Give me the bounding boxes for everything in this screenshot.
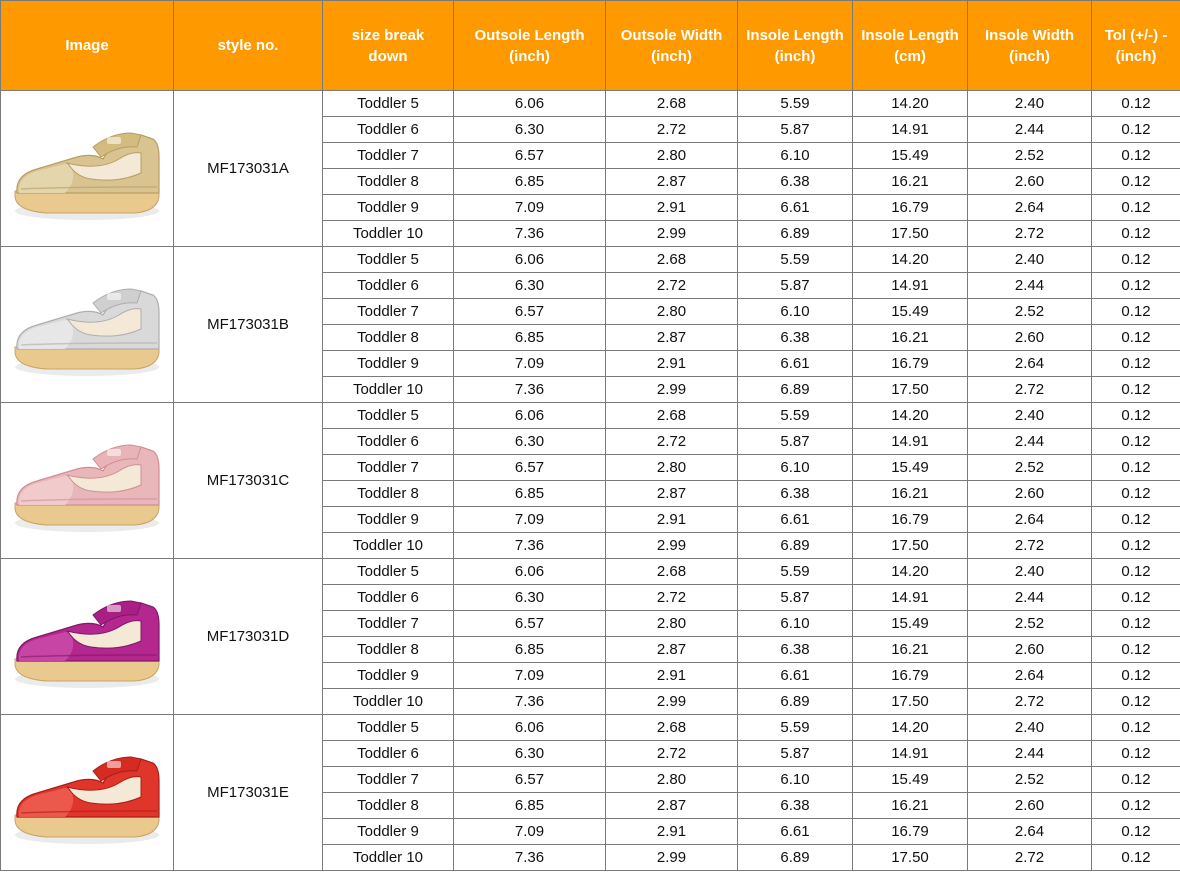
- outsole-width-cell: 2.99: [606, 377, 738, 403]
- outsole-width-cell: 2.68: [606, 403, 738, 429]
- outsole-width-cell: 2.91: [606, 819, 738, 845]
- insole-length-cm-cell: 16.21: [853, 325, 968, 351]
- outsole-width-cell: 2.68: [606, 559, 738, 585]
- insole-width-cell: 2.40: [968, 559, 1092, 585]
- tolerance-cell: 0.12: [1092, 403, 1180, 429]
- outsole-width-cell: 2.68: [606, 715, 738, 741]
- insole-length-inch-cell: 5.59: [738, 247, 853, 273]
- insole-length-inch-cell: 6.61: [738, 351, 853, 377]
- outsole-length-cell: 6.85: [454, 169, 606, 195]
- insole-length-cm-cell: 16.21: [853, 637, 968, 663]
- outsole-width-cell: 2.80: [606, 299, 738, 325]
- table-row: [1, 403, 1180, 429]
- tolerance-cell: 0.12: [1092, 585, 1180, 611]
- insole-length-cm-cell: 16.21: [853, 169, 968, 195]
- size-cell: Toddler 9: [323, 819, 454, 845]
- red-glitter-shoe-icon: [7, 737, 167, 849]
- insole-length-cm-cell: 17.50: [853, 845, 968, 871]
- outsole-width-cell: 2.87: [606, 793, 738, 819]
- outsole-length-cell: 7.09: [454, 663, 606, 689]
- insole-length-inch-cell: 6.38: [738, 169, 853, 195]
- insole-width-cell: 2.64: [968, 195, 1092, 221]
- outsole-length-cell: 7.09: [454, 819, 606, 845]
- insole-length-cm-cell: 15.49: [853, 299, 968, 325]
- insole-length-inch-cell: 6.38: [738, 637, 853, 663]
- insole-length-cm-cell: 14.20: [853, 91, 968, 117]
- tolerance-cell: 0.12: [1092, 377, 1180, 403]
- outsole-length-cell: 6.06: [454, 559, 606, 585]
- size-cell: Toddler 10: [323, 377, 454, 403]
- outsole-length-cell: 6.30: [454, 741, 606, 767]
- outsole-width-cell: 2.68: [606, 247, 738, 273]
- insole-length-cm-cell: 16.79: [853, 663, 968, 689]
- outsole-width-cell: 2.99: [606, 533, 738, 559]
- insole-length-inch-cell: 5.87: [738, 741, 853, 767]
- insole-length-inch-cell: 6.89: [738, 221, 853, 247]
- outsole-length-cell: 6.85: [454, 325, 606, 351]
- tolerance-cell: 0.12: [1092, 299, 1180, 325]
- insole-length-inch-cell: 6.10: [738, 767, 853, 793]
- insole-width-cell: 2.52: [968, 455, 1092, 481]
- product-image-cell: [1, 715, 174, 871]
- outsole-length-cell: 6.85: [454, 793, 606, 819]
- insole-width-cell: 2.52: [968, 299, 1092, 325]
- tolerance-cell: 0.12: [1092, 793, 1180, 819]
- insole-length-cm-cell: 14.20: [853, 715, 968, 741]
- purple-glitter-shoe-icon: [7, 581, 167, 693]
- header-insole-length-inch: Insole Length (inch): [738, 1, 853, 91]
- tolerance-cell: 0.12: [1092, 143, 1180, 169]
- size-cell: Toddler 7: [323, 455, 454, 481]
- insole-length-inch-cell: 5.59: [738, 715, 853, 741]
- insole-width-cell: 2.40: [968, 403, 1092, 429]
- outsole-length-cell: 7.09: [454, 507, 606, 533]
- size-cell: Toddler 5: [323, 403, 454, 429]
- tolerance-cell: 0.12: [1092, 611, 1180, 637]
- size-cell: Toddler 5: [323, 247, 454, 273]
- insole-length-cm-cell: 14.91: [853, 117, 968, 143]
- insole-length-inch-cell: 6.61: [738, 507, 853, 533]
- outsole-length-cell: 7.36: [454, 845, 606, 871]
- tolerance-cell: 0.12: [1092, 351, 1180, 377]
- insole-length-inch-cell: 6.10: [738, 611, 853, 637]
- size-cell: Toddler 6: [323, 429, 454, 455]
- insole-length-inch-cell: 5.87: [738, 429, 853, 455]
- insole-length-cm-cell: 16.79: [853, 195, 968, 221]
- outsole-width-cell: 2.72: [606, 429, 738, 455]
- tolerance-cell: 0.12: [1092, 767, 1180, 793]
- tolerance-cell: 0.12: [1092, 455, 1180, 481]
- insole-length-inch-cell: 5.87: [738, 273, 853, 299]
- header-row: [1, 1, 1180, 91]
- table-row: [1, 559, 1180, 585]
- tolerance-cell: 0.12: [1092, 559, 1180, 585]
- insole-length-inch-cell: 6.38: [738, 325, 853, 351]
- insole-length-inch-cell: 6.10: [738, 143, 853, 169]
- outsole-length-cell: 7.36: [454, 377, 606, 403]
- tolerance-cell: 0.12: [1092, 715, 1180, 741]
- tolerance-cell: 0.12: [1092, 273, 1180, 299]
- insole-width-cell: 2.72: [968, 845, 1092, 871]
- style-number-cell: MF173031C: [174, 403, 323, 559]
- header-insole-length-cm: Insole Length (cm): [853, 1, 968, 91]
- size-cell: Toddler 5: [323, 91, 454, 117]
- outsole-width-cell: 2.87: [606, 169, 738, 195]
- pink-glitter-shoe-icon: [7, 425, 167, 537]
- insole-length-cm-cell: 14.91: [853, 429, 968, 455]
- product-image-cell: [1, 91, 174, 247]
- outsole-length-cell: 6.06: [454, 403, 606, 429]
- tolerance-cell: 0.12: [1092, 533, 1180, 559]
- tolerance-cell: 0.12: [1092, 663, 1180, 689]
- size-cell: Toddler 8: [323, 169, 454, 195]
- size-cell: Toddler 9: [323, 507, 454, 533]
- outsole-length-cell: 6.85: [454, 481, 606, 507]
- size-cell: Toddler 10: [323, 533, 454, 559]
- insole-width-cell: 2.40: [968, 247, 1092, 273]
- outsole-length-cell: 6.06: [454, 247, 606, 273]
- insole-width-cell: 2.72: [968, 221, 1092, 247]
- outsole-width-cell: 2.99: [606, 221, 738, 247]
- insole-length-cm-cell: 14.91: [853, 585, 968, 611]
- table-row: [1, 91, 1180, 117]
- tolerance-cell: 0.12: [1092, 325, 1180, 351]
- size-cell: Toddler 9: [323, 663, 454, 689]
- outsole-width-cell: 2.72: [606, 585, 738, 611]
- outsole-width-cell: 2.80: [606, 611, 738, 637]
- outsole-length-cell: 7.36: [454, 689, 606, 715]
- insole-length-cm-cell: 15.49: [853, 767, 968, 793]
- size-cell: Toddler 6: [323, 741, 454, 767]
- outsole-length-cell: 6.06: [454, 91, 606, 117]
- outsole-width-cell: 2.87: [606, 481, 738, 507]
- insole-width-cell: 2.44: [968, 429, 1092, 455]
- insole-width-cell: 2.64: [968, 507, 1092, 533]
- outsole-width-cell: 2.80: [606, 767, 738, 793]
- size-cell: Toddler 7: [323, 611, 454, 637]
- tolerance-cell: 0.12: [1092, 819, 1180, 845]
- outsole-width-cell: 2.68: [606, 91, 738, 117]
- insole-width-cell: 2.64: [968, 819, 1092, 845]
- tolerance-cell: 0.12: [1092, 637, 1180, 663]
- tolerance-cell: 0.12: [1092, 481, 1180, 507]
- insole-width-cell: 2.44: [968, 273, 1092, 299]
- insole-length-inch-cell: 6.89: [738, 533, 853, 559]
- header-outsole-width-inch: Outsole Width (inch): [606, 1, 738, 91]
- insole-length-cm-cell: 14.20: [853, 247, 968, 273]
- outsole-length-cell: 7.09: [454, 351, 606, 377]
- outsole-length-cell: 6.57: [454, 143, 606, 169]
- insole-width-cell: 2.60: [968, 793, 1092, 819]
- insole-width-cell: 2.44: [968, 585, 1092, 611]
- size-cell: Toddler 6: [323, 117, 454, 143]
- header-tolerance-inch: Tol (+/-) - (inch): [1092, 1, 1180, 91]
- insole-width-cell: 2.72: [968, 377, 1092, 403]
- outsole-width-cell: 2.91: [606, 663, 738, 689]
- outsole-width-cell: 2.91: [606, 195, 738, 221]
- insole-width-cell: 2.60: [968, 325, 1092, 351]
- outsole-width-cell: 2.91: [606, 507, 738, 533]
- outsole-width-cell: 2.80: [606, 143, 738, 169]
- header-insole-width-inch: Insole Width (inch): [968, 1, 1092, 91]
- insole-length-cm-cell: 14.20: [853, 559, 968, 585]
- insole-width-cell: 2.52: [968, 767, 1092, 793]
- insole-length-cm-cell: 15.49: [853, 455, 968, 481]
- outsole-length-cell: 6.30: [454, 273, 606, 299]
- outsole-length-cell: 6.57: [454, 767, 606, 793]
- tolerance-cell: 0.12: [1092, 91, 1180, 117]
- tolerance-cell: 0.12: [1092, 741, 1180, 767]
- tolerance-cell: 0.12: [1092, 689, 1180, 715]
- insole-length-inch-cell: 5.59: [738, 559, 853, 585]
- insole-length-inch-cell: 6.89: [738, 845, 853, 871]
- style-number-cell: MF173031A: [174, 91, 323, 247]
- insole-length-inch-cell: 6.38: [738, 793, 853, 819]
- size-cell: Toddler 10: [323, 689, 454, 715]
- gold-glitter-shoe-icon: [7, 113, 167, 225]
- insole-length-inch-cell: 6.61: [738, 663, 853, 689]
- header-style-no: style no.: [174, 1, 323, 91]
- outsole-length-cell: 6.57: [454, 299, 606, 325]
- outsole-length-cell: 7.09: [454, 195, 606, 221]
- outsole-length-cell: 6.85: [454, 637, 606, 663]
- size-cell: Toddler 8: [323, 793, 454, 819]
- size-chart-body: [1, 91, 1180, 871]
- insole-width-cell: 2.52: [968, 143, 1092, 169]
- insole-width-cell: 2.40: [968, 715, 1092, 741]
- tolerance-cell: 0.12: [1092, 247, 1180, 273]
- header-image: Image: [1, 1, 174, 91]
- insole-length-cm-cell: 17.50: [853, 533, 968, 559]
- outsole-width-cell: 2.72: [606, 273, 738, 299]
- outsole-length-cell: 6.30: [454, 585, 606, 611]
- tolerance-cell: 0.12: [1092, 429, 1180, 455]
- table-row: [1, 715, 1180, 741]
- outsole-width-cell: 2.91: [606, 351, 738, 377]
- insole-width-cell: 2.72: [968, 533, 1092, 559]
- insole-width-cell: 2.44: [968, 741, 1092, 767]
- insole-length-inch-cell: 5.59: [738, 403, 853, 429]
- insole-width-cell: 2.60: [968, 169, 1092, 195]
- size-cell: Toddler 9: [323, 351, 454, 377]
- outsole-width-cell: 2.87: [606, 637, 738, 663]
- size-cell: Toddler 7: [323, 299, 454, 325]
- insole-width-cell: 2.52: [968, 611, 1092, 637]
- insole-length-inch-cell: 6.10: [738, 299, 853, 325]
- outsole-width-cell: 2.87: [606, 325, 738, 351]
- outsole-length-cell: 7.36: [454, 533, 606, 559]
- product-image-cell: [1, 559, 174, 715]
- size-cell: Toddler 5: [323, 715, 454, 741]
- insole-length-cm-cell: 16.79: [853, 351, 968, 377]
- insole-length-inch-cell: 6.89: [738, 377, 853, 403]
- table-row: [1, 247, 1180, 273]
- insole-length-cm-cell: 16.21: [853, 481, 968, 507]
- insole-length-cm-cell: 14.20: [853, 403, 968, 429]
- outsole-length-cell: 6.30: [454, 429, 606, 455]
- insole-length-cm-cell: 17.50: [853, 221, 968, 247]
- tolerance-cell: 0.12: [1092, 195, 1180, 221]
- outsole-length-cell: 6.57: [454, 455, 606, 481]
- size-cell: Toddler 7: [323, 143, 454, 169]
- insole-length-cm-cell: 16.79: [853, 819, 968, 845]
- silver-glitter-shoe-icon: [7, 269, 167, 381]
- product-image-cell: [1, 403, 174, 559]
- insole-width-cell: 2.60: [968, 637, 1092, 663]
- insole-width-cell: 2.60: [968, 481, 1092, 507]
- tolerance-cell: 0.12: [1092, 221, 1180, 247]
- size-cell: Toddler 8: [323, 325, 454, 351]
- tolerance-cell: 0.12: [1092, 507, 1180, 533]
- insole-length-cm-cell: 15.49: [853, 143, 968, 169]
- insole-width-cell: 2.64: [968, 351, 1092, 377]
- insole-width-cell: 2.72: [968, 689, 1092, 715]
- outsole-width-cell: 2.99: [606, 689, 738, 715]
- insole-length-cm-cell: 14.91: [853, 741, 968, 767]
- tolerance-cell: 0.12: [1092, 845, 1180, 871]
- style-number-cell: MF173031E: [174, 715, 323, 871]
- insole-length-cm-cell: 17.50: [853, 377, 968, 403]
- size-cell: Toddler 10: [323, 845, 454, 871]
- outsole-width-cell: 2.72: [606, 741, 738, 767]
- tolerance-cell: 0.12: [1092, 169, 1180, 195]
- product-image-cell: [1, 247, 174, 403]
- outsole-length-cell: 6.57: [454, 611, 606, 637]
- insole-length-inch-cell: 6.61: [738, 819, 853, 845]
- header-size-breakdown: size break down: [323, 1, 454, 91]
- size-cell: Toddler 8: [323, 481, 454, 507]
- size-cell: Toddler 7: [323, 767, 454, 793]
- size-cell: Toddler 6: [323, 273, 454, 299]
- insole-length-inch-cell: 6.61: [738, 195, 853, 221]
- insole-width-cell: 2.40: [968, 91, 1092, 117]
- outsole-length-cell: 6.06: [454, 715, 606, 741]
- insole-length-cm-cell: 16.21: [853, 793, 968, 819]
- insole-width-cell: 2.64: [968, 663, 1092, 689]
- insole-length-inch-cell: 6.10: [738, 455, 853, 481]
- style-number-cell: MF173031B: [174, 247, 323, 403]
- outsole-length-cell: 6.30: [454, 117, 606, 143]
- insole-length-cm-cell: 17.50: [853, 689, 968, 715]
- insole-length-inch-cell: 5.59: [738, 91, 853, 117]
- size-cell: Toddler 10: [323, 221, 454, 247]
- style-number-cell: MF173031D: [174, 559, 323, 715]
- size-cell: Toddler 5: [323, 559, 454, 585]
- outsole-width-cell: 2.80: [606, 455, 738, 481]
- size-cell: Toddler 8: [323, 637, 454, 663]
- insole-length-cm-cell: 16.79: [853, 507, 968, 533]
- outsole-width-cell: 2.72: [606, 117, 738, 143]
- tolerance-cell: 0.12: [1092, 117, 1180, 143]
- insole-length-cm-cell: 14.91: [853, 273, 968, 299]
- size-cell: Toddler 6: [323, 585, 454, 611]
- outsole-width-cell: 2.99: [606, 845, 738, 871]
- insole-length-inch-cell: 6.89: [738, 689, 853, 715]
- insole-width-cell: 2.44: [968, 117, 1092, 143]
- insole-length-inch-cell: 5.87: [738, 585, 853, 611]
- header-outsole-length-inch: Outsole Length (inch): [454, 1, 606, 91]
- insole-length-inch-cell: 5.87: [738, 117, 853, 143]
- size-cell: Toddler 9: [323, 195, 454, 221]
- insole-length-cm-cell: 15.49: [853, 611, 968, 637]
- insole-length-inch-cell: 6.38: [738, 481, 853, 507]
- outsole-length-cell: 7.36: [454, 221, 606, 247]
